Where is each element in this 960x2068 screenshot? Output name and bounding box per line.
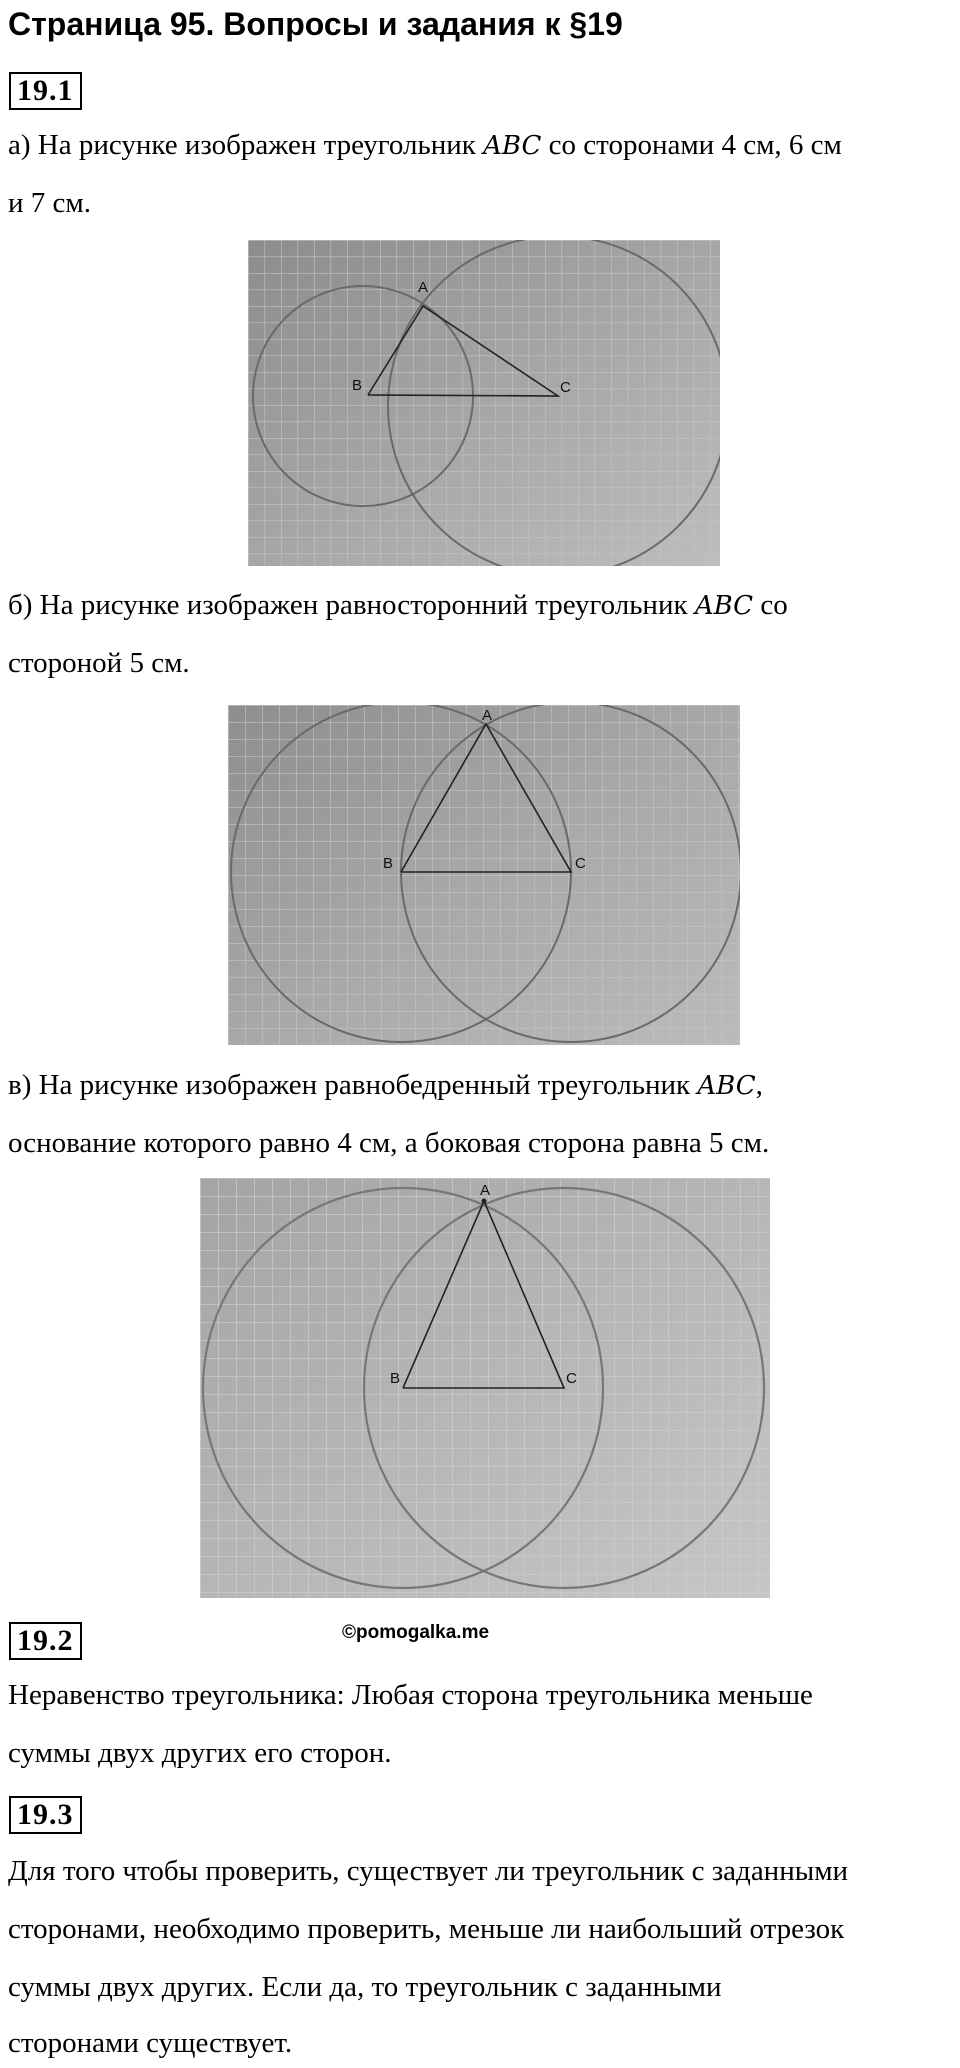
vertex-b-label: B xyxy=(352,377,363,394)
vertex-c-label: C xyxy=(566,1370,577,1387)
figure-c-photo xyxy=(200,1178,770,1598)
figure-b-photo xyxy=(228,705,740,1045)
section-19-2-line-2: суммы двух других его сторон. xyxy=(8,1737,392,1769)
task-b-text-pre: б) На рисунке изображен равносторонний треугольник xyxy=(8,589,695,621)
task-a-text-pre: а) На рисунке изображен треугольник xyxy=(8,129,484,161)
section-19-3-line-1: Для того чтобы проверить, существует ли треугольник с заданными xyxy=(8,1855,849,1887)
task-c-text-pre: в) На рисунке изображен равнобедренный треугольник xyxy=(8,1069,698,1101)
task-b-line-1 xyxy=(8,588,788,623)
vertex-b-label: B xyxy=(383,855,394,872)
task-a-text-post: со сторонами 4 см, 6 см xyxy=(541,129,842,161)
task-a-math: ABC xyxy=(483,131,542,161)
task-c-text-post: , xyxy=(755,1069,763,1101)
section-number-19-1: 19.1 xyxy=(9,72,82,110)
section-number-19-2: 19.2 xyxy=(9,1622,82,1660)
grid-pattern xyxy=(228,705,740,1045)
task-b-line-2: стороной 5 см. xyxy=(8,647,190,679)
section-19-2-line-1: Неравенство треугольника: Любая сторона треугольника меньше xyxy=(8,1679,813,1711)
vertex-b-label: B xyxy=(390,1370,401,1387)
vertex-c-label: C xyxy=(575,855,586,872)
grid-pattern xyxy=(248,240,720,566)
task-a-line-1 xyxy=(8,128,842,163)
figure-a-photo xyxy=(248,240,720,566)
section-number-19-3: 19.3 xyxy=(9,1796,82,1834)
watermark: ©pomogalka.me xyxy=(342,1622,490,1643)
task-c-line-1 xyxy=(8,1068,763,1103)
section-19-3-line-2: сторонами, необходимо проверить, меньше ли наибольший отрезок xyxy=(8,1913,845,1945)
task-c-math: ABC xyxy=(697,1071,756,1101)
page-title: Страница 95. Вопросы и задания к §19 xyxy=(8,6,623,42)
task-b-math: ABC xyxy=(694,591,754,621)
section-19-3-line-3: суммы двух других. Если да, то треугольник с заданными xyxy=(8,1971,722,2003)
task-b-text-post: со xyxy=(753,589,788,621)
vertex-a-label: A xyxy=(482,707,493,724)
section-19-3-line-4: сторонами существует. xyxy=(8,2027,293,2059)
vertex-a-label: A xyxy=(418,279,429,296)
vertex-a-label: A xyxy=(480,1182,491,1199)
task-a-line-2: и 7 см. xyxy=(8,187,91,219)
task-c-line-2: основание которого равно 4 см, а боковая сторона равна 5 см. xyxy=(8,1127,770,1159)
vertex-c-label: C xyxy=(560,379,571,396)
vertex-a-point xyxy=(482,1199,487,1204)
